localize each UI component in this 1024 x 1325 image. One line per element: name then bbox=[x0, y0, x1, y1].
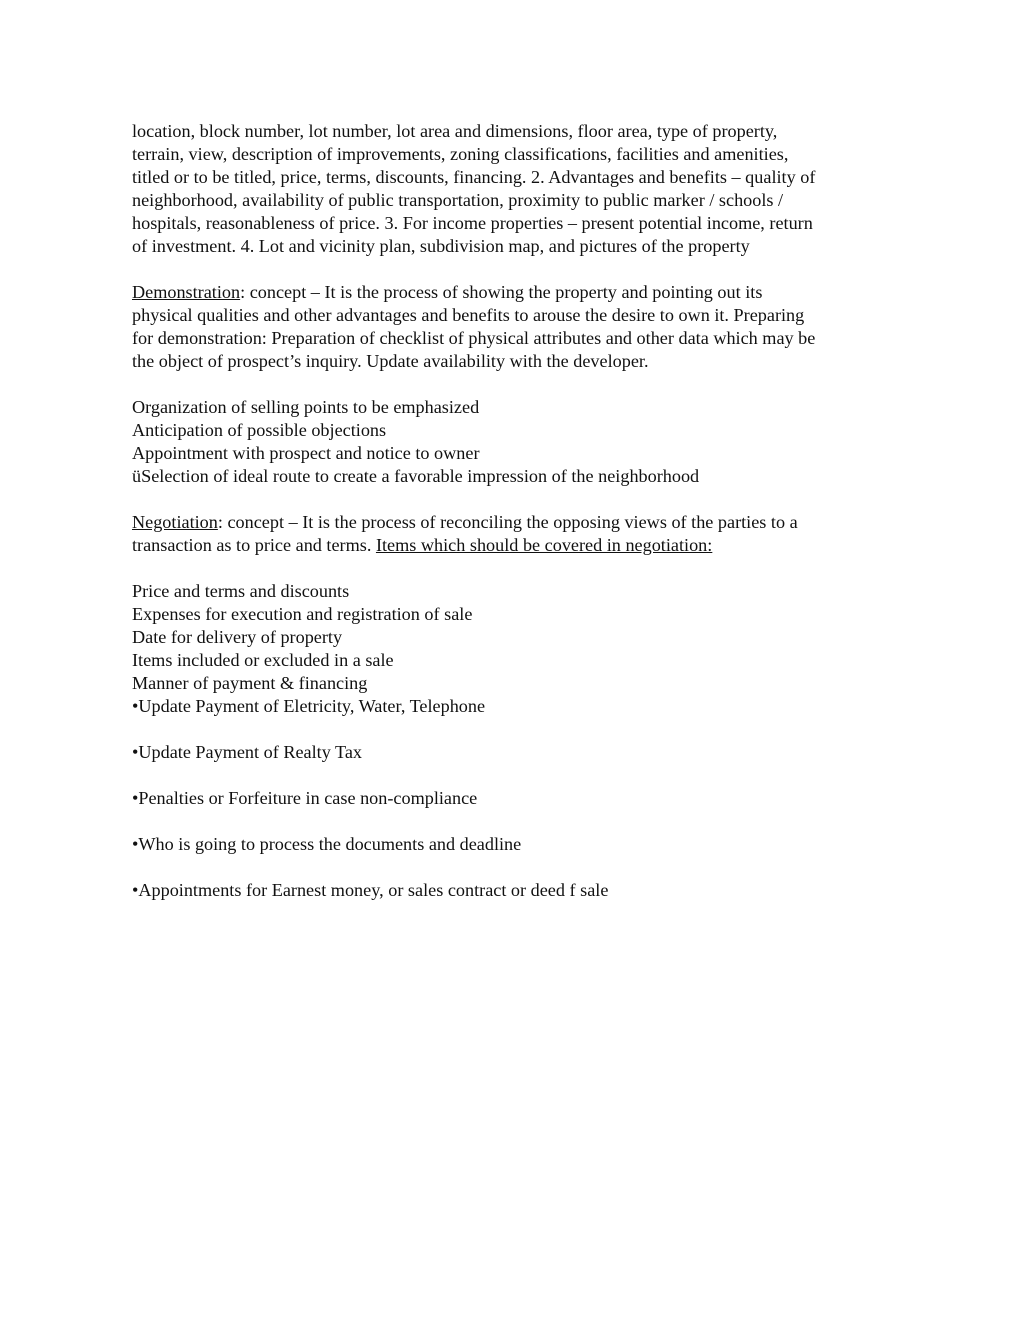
negotiation-paragraph bbox=[132, 511, 902, 557]
list-item: Organization of selling points to be emphasized bbox=[132, 397, 480, 417]
demonstration-paragraph bbox=[132, 281, 902, 373]
list-item: Appointment with prospect and notice to owner bbox=[132, 443, 480, 463]
list-item: Manner of payment & financing bbox=[132, 673, 368, 693]
list-item: Date for delivery of property bbox=[132, 627, 343, 647]
list-item: Items included or excluded in a sale bbox=[132, 650, 394, 670]
bullet-item: •Update Payment of Realty Tax bbox=[132, 742, 363, 762]
negotiation-items-list bbox=[132, 580, 902, 718]
demonstration-text: : concept – It is the process of showing the property and pointing out its physical qualities and other advantages and benefits to arouse the desire to own it. Preparing for demonstration: Preparation of checklist of physical attributes and other data which may be the object of prospect’s inquiry. Update availability with the developer. bbox=[132, 282, 816, 371]
bullet-item: •Appointments for Earnest money, or sales contract or deed f sale bbox=[132, 880, 609, 900]
negotiation-text: : concept – It is the process of reconciling the opposing views of the parties to a transaction as to price and terms. bbox=[132, 512, 798, 555]
negotiation-items-heading: Items which should be covered in negotiation: bbox=[375, 535, 713, 555]
list-item: Expenses for execution and registration of sale bbox=[132, 604, 473, 624]
negotiation-term: Negotiation bbox=[132, 512, 218, 532]
demonstration-term: Demonstration bbox=[132, 282, 241, 302]
list-item: üSelection of ideal route to create a favorable impression of the neighborhood bbox=[132, 466, 700, 486]
list-item: Price and terms and discounts bbox=[132, 581, 350, 601]
bullet-item: •Penalties or Forfeiture in case non-compliance bbox=[132, 788, 478, 808]
list-item: •Update Payment of Eletricity, Water, Telephone bbox=[132, 696, 486, 716]
bullet-item: •Who is going to process the documents and deadline bbox=[132, 834, 522, 854]
demonstration-prep-list bbox=[132, 396, 902, 488]
document-body bbox=[132, 120, 902, 925]
property-details-paragraph: location, block number, lot number, lot area and dimensions, floor area, type of property, terrain, view, description of improvements, zoning classifications, facilities and amenities, titled or to be titled, price, terms, discounts, financing. 2. Advantages and benefits – quality of neighborhood, availability of public transportation, proximity to public marker / schools / hospitals, reasonableness of price. 3. For income properties – present potential income, return of investment. 4. Lot and vicinity plan, subdivision map, and pictures of the property bbox=[132, 121, 816, 256]
list-item: Anticipation of possible objections bbox=[132, 420, 387, 440]
